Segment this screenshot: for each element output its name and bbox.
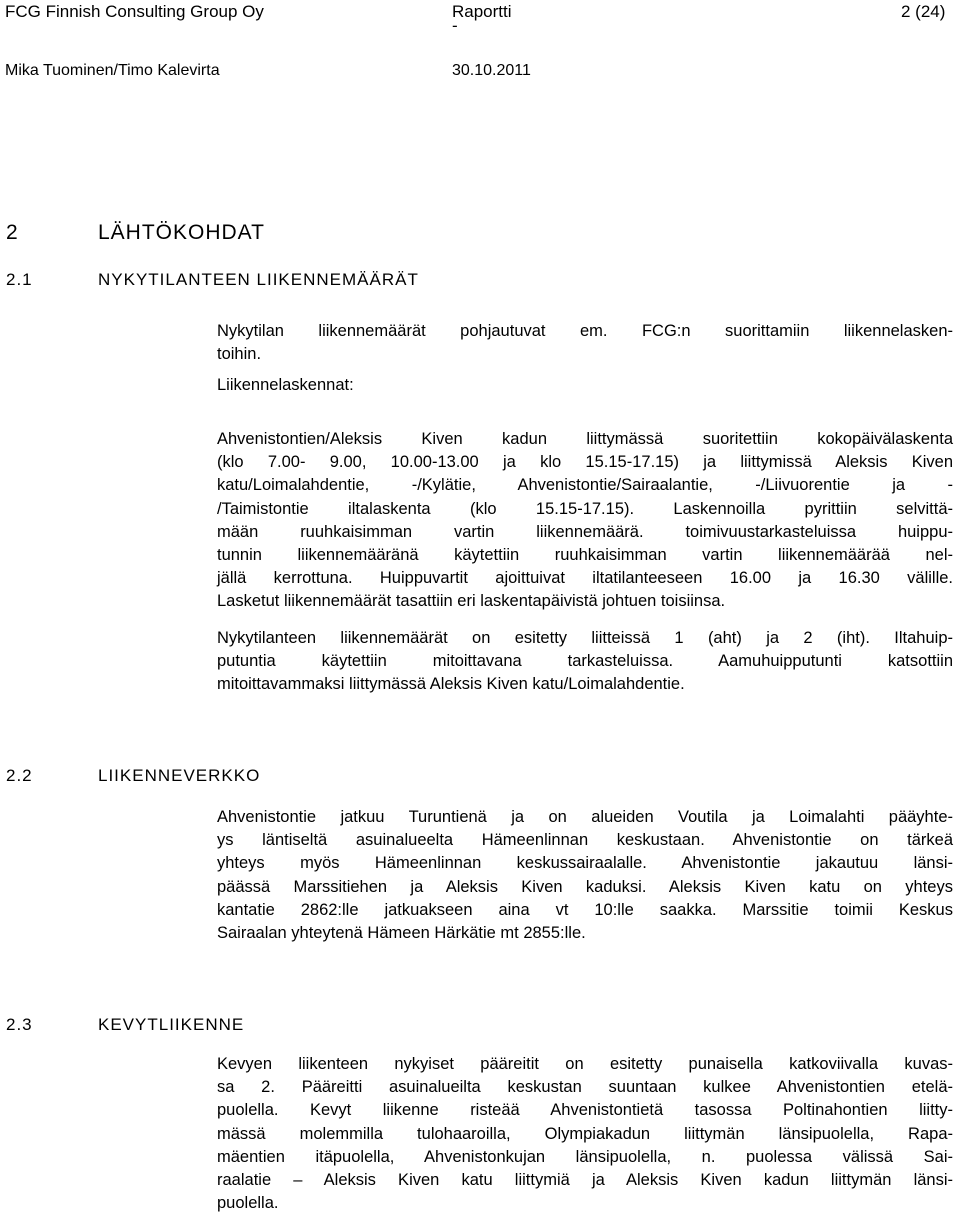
paragraph-light-traffic [217,1053,953,1215]
text-line: mään ruuhkaisimman vartin liikennemäärä. toimivuustarkasteluissa huippu- [217,522,953,541]
text-line: mässä molemmilla tulohaaroilla, Olympiakadun liittymän länsipuolella, Rapa- [217,1124,953,1143]
text-line: Sairaalan yhteytenä Hämeen Härkätie mt 2855:lle. [217,923,586,942]
company-name: FCG Finnish Consulting Group Oy [5,2,264,21]
paragraph-road-network [217,806,953,945]
authors: Mika Tuominen/Timo Kalevirta [5,62,220,79]
section-2-3-number: 2.3 [6,1015,33,1034]
text-line: mitoittavammaksi liittymässä Aleksis Kiven katu/Loimalahdentie. [217,675,685,694]
text-line: ys läntiseltä asuinalueelta Hämeenlinnan keskustaan. Ahvenistontie on tärkeä [217,831,953,850]
text-line: tunnin liikennemääränä käytettiin ruuhkaisimman vartin liikennemäärää nel- [217,545,953,564]
section-2-2-title: LIIKENNEVERKKO [98,766,261,785]
text-line: puolella. Kevyt liikenne risteää Ahvenistontietä tasossa Poltinahontien liitty- [217,1101,953,1120]
text-line: päässä Marssitiehen ja Aleksis Kiven kaduksi. Aleksis Kiven katu on yhteys [217,877,953,896]
text-line: Ahvenistontien/Aleksis Kiven kadun liittymässä suoritettiin kokopäivälaskenta [217,430,953,448]
text-line: mäentien itäpuolella, Ahvenistonkujan länsipuolella, n. puolessa välissä Sai- [217,1147,953,1166]
text-line: Lasketut liikennemäärät tasattiin eri laskentapäivistä johtuen toisiinsa. [217,592,726,611]
text-line: raalatie – Aleksis Kiven katu liittymiä ja Aleksis Kiven kadun liittymän länsi- [217,1170,953,1189]
text-line: sa 2. Pääreitti asuinalueilta keskustan suuntaan kulkee Ahvenistontien etelä- [217,1078,953,1097]
text-line: yhteys myös Hämeenlinnan keskussairaalalle. Ahvenistontie jakautuu länsi- [217,854,953,873]
report-dash: - [452,16,458,35]
paragraph-attachments [217,627,953,697]
text-line: Nykytilan liikennemäärät pohjautuvat em. FCG:n suorittamiin liikennelasken- [217,322,953,340]
text-line: kantatie 2862:lle jatkuakseen aina vt 10:lle saakka. Marssitie toimii Keskus [217,900,953,919]
text-line: (klo 7.00- 9.00, 10.00-13.00 ja klo 15.15-17.15) ja liittymissä Aleksis Kiven [217,453,953,472]
section-2-3-title: KEVYTLIIKENNE [98,1015,245,1034]
text-line: jällä kerrottuna. Huippuvartit ajoittuivat iltatilanteeseen 16.00 ja 16.30 välille. [217,569,953,588]
text-line: Nykytilanteen liikennemäärät on esitetty liitteissä 1 (aht) ja 2 (iht). Iltahuip- [217,629,953,647]
report-date: 30.10.2011 [452,62,531,79]
text-line: /Taimistontie iltalaskenta (klo 15.15-17.15). Laskennoilla pyrittiin selvittä- [217,499,953,518]
section-2-2-number: 2.2 [6,766,33,785]
paragraph-counts [217,428,953,614]
paragraph-counts-label: Liikennelaskennat: [217,376,354,394]
text-line: puolella. [217,1194,279,1213]
chapter-title: LÄHTÖKOHDAT [98,221,265,244]
chapter-number: 2 [6,221,18,244]
report-type: Raportti [452,2,512,21]
paragraph-traffic-source [217,320,953,366]
text-line: Ahvenistontie jatkuu Turuntienä ja on alueiden Voutila ja Loimalahti pääyhte- [217,808,953,826]
text-line: Kevyen liikenteen nykyiset pääreitit on esitetty punaisella katkoviivalla kuvas- [217,1055,953,1073]
section-2-1-number: 2.1 [6,270,33,289]
page-number: 2 (24) [901,2,946,21]
text-line: toihin. [217,345,262,364]
text-line: katu/Loimalahdentie, -/Kylätie, Ahvenistontie/Sairaalantie, -/Liivuorentie ja - [217,476,953,495]
section-2-1-title: NYKYTILANTEEN LIIKENNEMÄÄRÄT [98,270,419,289]
text-line: putuntia käytettiin mitoittavana tarkasteluissa. Aamuhuipputunti katsottiin [217,652,953,671]
